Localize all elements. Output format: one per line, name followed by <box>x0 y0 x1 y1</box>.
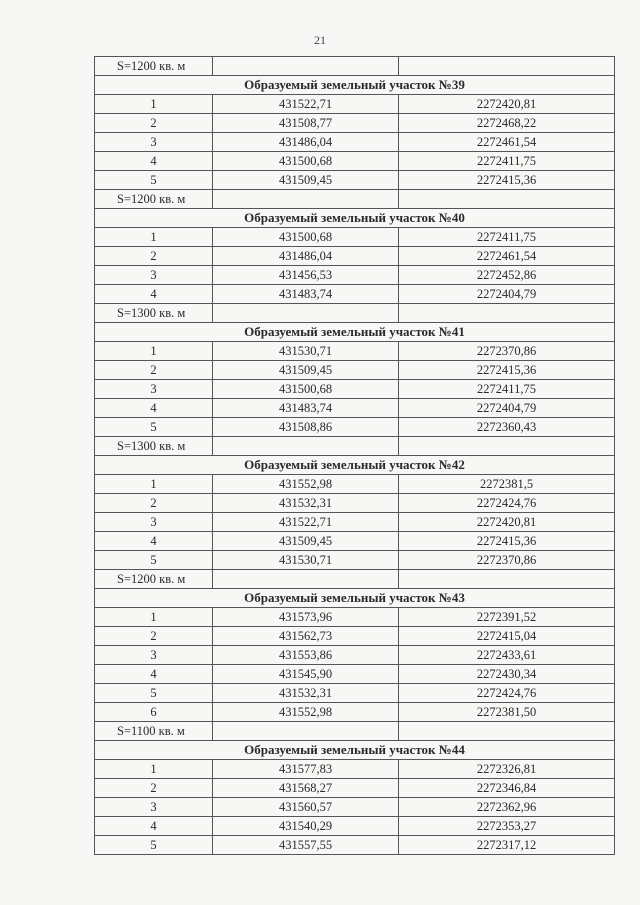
y-coordinate-cell: 2272461,54 <box>399 133 615 152</box>
table-row <box>95 380 615 399</box>
x-coordinate-cell: 431483,74 <box>213 285 399 304</box>
section-title: Образуемый земельный участок №44 <box>95 741 615 760</box>
y-coordinate-cell: 2272411,75 <box>399 152 615 171</box>
x-coordinate-cell: 431486,04 <box>213 133 399 152</box>
x-coordinate-cell: 431500,68 <box>213 152 399 171</box>
area-label: S=1100 кв. м <box>95 722 213 741</box>
y-coordinate-cell: 2272370,86 <box>399 551 615 570</box>
x-coordinate-cell: 431545,90 <box>213 665 399 684</box>
empty-cell <box>399 57 615 76</box>
point-number-cell: 4 <box>95 665 213 684</box>
empty-cell <box>213 437 399 456</box>
table-row <box>95 494 615 513</box>
empty-cell <box>399 304 615 323</box>
point-number-cell: 4 <box>95 817 213 836</box>
empty-cell <box>213 190 399 209</box>
y-coordinate-cell: 2272353,27 <box>399 817 615 836</box>
empty-cell <box>399 190 615 209</box>
point-number-cell: 5 <box>95 684 213 703</box>
x-coordinate-cell: 431552,98 <box>213 475 399 494</box>
table-row <box>95 760 615 779</box>
x-coordinate-cell: 431500,68 <box>213 380 399 399</box>
x-coordinate-cell: 431557,55 <box>213 836 399 855</box>
empty-cell <box>213 722 399 741</box>
table-row <box>95 608 615 627</box>
table-row <box>95 817 615 836</box>
point-number-cell: 2 <box>95 361 213 380</box>
empty-cell <box>213 57 399 76</box>
point-number-cell: 1 <box>95 342 213 361</box>
empty-cell <box>213 304 399 323</box>
y-coordinate-cell: 2272404,79 <box>399 399 615 418</box>
x-coordinate-cell: 431532,31 <box>213 494 399 513</box>
y-coordinate-cell: 2272404,79 <box>399 285 615 304</box>
x-coordinate-cell: 431552,98 <box>213 703 399 722</box>
section-header-row <box>95 456 615 475</box>
table-row <box>95 342 615 361</box>
table-row <box>95 266 615 285</box>
table-row <box>95 475 615 494</box>
area-row <box>95 722 615 741</box>
x-coordinate-cell: 431509,45 <box>213 532 399 551</box>
section-header-row <box>95 209 615 228</box>
y-coordinate-cell: 2272326,81 <box>399 760 615 779</box>
y-coordinate-cell: 2272360,43 <box>399 418 615 437</box>
y-coordinate-cell: 2272415,36 <box>399 171 615 190</box>
table-row <box>95 152 615 171</box>
y-coordinate-cell: 2272317,12 <box>399 836 615 855</box>
point-number-cell: 3 <box>95 513 213 532</box>
y-coordinate-cell: 2272362,96 <box>399 798 615 817</box>
table-row <box>95 532 615 551</box>
section-title: Образуемый земельный участок №42 <box>95 456 615 475</box>
table-row <box>95 684 615 703</box>
table-row <box>95 285 615 304</box>
y-coordinate-cell: 2272468,22 <box>399 114 615 133</box>
area-row <box>95 304 615 323</box>
area-label: S=1200 кв. м <box>95 190 213 209</box>
point-number-cell: 4 <box>95 532 213 551</box>
point-number-cell: 1 <box>95 95 213 114</box>
point-number-cell: 2 <box>95 627 213 646</box>
y-coordinate-cell: 2272433,61 <box>399 646 615 665</box>
y-coordinate-cell: 2272411,75 <box>399 380 615 399</box>
point-number-cell: 2 <box>95 247 213 266</box>
x-coordinate-cell: 431522,71 <box>213 95 399 114</box>
x-coordinate-cell: 431560,57 <box>213 798 399 817</box>
section-title: Образуемый земельный участок №39 <box>95 76 615 95</box>
section-header-row <box>95 76 615 95</box>
point-number-cell: 2 <box>95 494 213 513</box>
point-number-cell: 5 <box>95 551 213 570</box>
table-row <box>95 247 615 266</box>
x-coordinate-cell: 431483,74 <box>213 399 399 418</box>
table-row <box>95 418 615 437</box>
y-coordinate-cell: 2272415,36 <box>399 361 615 380</box>
point-number-cell: 1 <box>95 760 213 779</box>
x-coordinate-cell: 431500,68 <box>213 228 399 247</box>
area-label: S=1200 кв. м <box>95 57 213 76</box>
y-coordinate-cell: 2272415,36 <box>399 532 615 551</box>
x-coordinate-cell: 431562,73 <box>213 627 399 646</box>
y-coordinate-cell: 2272391,52 <box>399 608 615 627</box>
table-row <box>95 627 615 646</box>
y-coordinate-cell: 2272370,86 <box>399 342 615 361</box>
table-row <box>95 399 615 418</box>
area-label: S=1300 кв. м <box>95 304 213 323</box>
empty-cell <box>399 570 615 589</box>
point-number-cell: 3 <box>95 380 213 399</box>
section-title: Образуемый земельный участок №41 <box>95 323 615 342</box>
table-row <box>95 361 615 380</box>
x-coordinate-cell: 431508,77 <box>213 114 399 133</box>
x-coordinate-cell: 431456,53 <box>213 266 399 285</box>
x-coordinate-cell: 431532,31 <box>213 684 399 703</box>
point-number-cell: 3 <box>95 798 213 817</box>
x-coordinate-cell: 431530,71 <box>213 551 399 570</box>
point-number-cell: 4 <box>95 152 213 171</box>
x-coordinate-cell: 431530,71 <box>213 342 399 361</box>
table-row <box>95 95 615 114</box>
coordinates-table <box>94 56 615 855</box>
section-header-row <box>95 589 615 608</box>
coordinates-table-body <box>95 57 615 855</box>
table-row <box>95 779 615 798</box>
y-coordinate-cell: 2272420,81 <box>399 513 615 532</box>
empty-cell <box>213 570 399 589</box>
point-number-cell: 1 <box>95 475 213 494</box>
x-coordinate-cell: 431577,83 <box>213 760 399 779</box>
point-number-cell: 5 <box>95 171 213 190</box>
y-coordinate-cell: 2272452,86 <box>399 266 615 285</box>
x-coordinate-cell: 431509,45 <box>213 361 399 380</box>
table-row <box>95 703 615 722</box>
y-coordinate-cell: 2272415,04 <box>399 627 615 646</box>
empty-cell <box>399 437 615 456</box>
x-coordinate-cell: 431568,27 <box>213 779 399 798</box>
table-row <box>95 798 615 817</box>
x-coordinate-cell: 431508,86 <box>213 418 399 437</box>
y-coordinate-cell: 2272424,76 <box>399 684 615 703</box>
section-title: Образуемый земельный участок №43 <box>95 589 615 608</box>
point-number-cell: 4 <box>95 285 213 304</box>
y-coordinate-cell: 2272424,76 <box>399 494 615 513</box>
y-coordinate-cell: 2272381,5 <box>399 475 615 494</box>
area-row <box>95 437 615 456</box>
section-header-row <box>95 741 615 760</box>
area-row <box>95 570 615 589</box>
page-number: 21 <box>314 33 326 47</box>
point-number-cell: 2 <box>95 114 213 133</box>
y-coordinate-cell: 2272346,84 <box>399 779 615 798</box>
y-coordinate-cell: 2272411,75 <box>399 228 615 247</box>
empty-cell <box>399 722 615 741</box>
point-number-cell: 5 <box>95 836 213 855</box>
table-row <box>95 665 615 684</box>
section-title: Образуемый земельный участок №40 <box>95 209 615 228</box>
point-number-cell: 1 <box>95 608 213 627</box>
x-coordinate-cell: 431486,04 <box>213 247 399 266</box>
area-row <box>95 57 615 76</box>
y-coordinate-cell: 2272461,54 <box>399 247 615 266</box>
point-number-cell: 4 <box>95 399 213 418</box>
x-coordinate-cell: 431573,96 <box>213 608 399 627</box>
table-row <box>95 513 615 532</box>
point-number-cell: 3 <box>95 133 213 152</box>
area-label: S=1200 кв. м <box>95 570 213 589</box>
point-number-cell: 2 <box>95 779 213 798</box>
x-coordinate-cell: 431522,71 <box>213 513 399 532</box>
area-row <box>95 190 615 209</box>
y-coordinate-cell: 2272420,81 <box>399 95 615 114</box>
area-label: S=1300 кв. м <box>95 437 213 456</box>
table-row <box>95 228 615 247</box>
x-coordinate-cell: 431540,29 <box>213 817 399 836</box>
point-number-cell: 3 <box>95 646 213 665</box>
table-row <box>95 133 615 152</box>
y-coordinate-cell: 2272381,50 <box>399 703 615 722</box>
x-coordinate-cell: 431509,45 <box>213 171 399 190</box>
point-number-cell: 6 <box>95 703 213 722</box>
point-number-cell: 5 <box>95 418 213 437</box>
table-row <box>95 171 615 190</box>
y-coordinate-cell: 2272430,34 <box>399 665 615 684</box>
point-number-cell: 3 <box>95 266 213 285</box>
point-number-cell: 1 <box>95 228 213 247</box>
table-row <box>95 114 615 133</box>
table-row <box>95 646 615 665</box>
section-header-row <box>95 323 615 342</box>
table-row <box>95 836 615 855</box>
table-row <box>95 551 615 570</box>
x-coordinate-cell: 431553,86 <box>213 646 399 665</box>
